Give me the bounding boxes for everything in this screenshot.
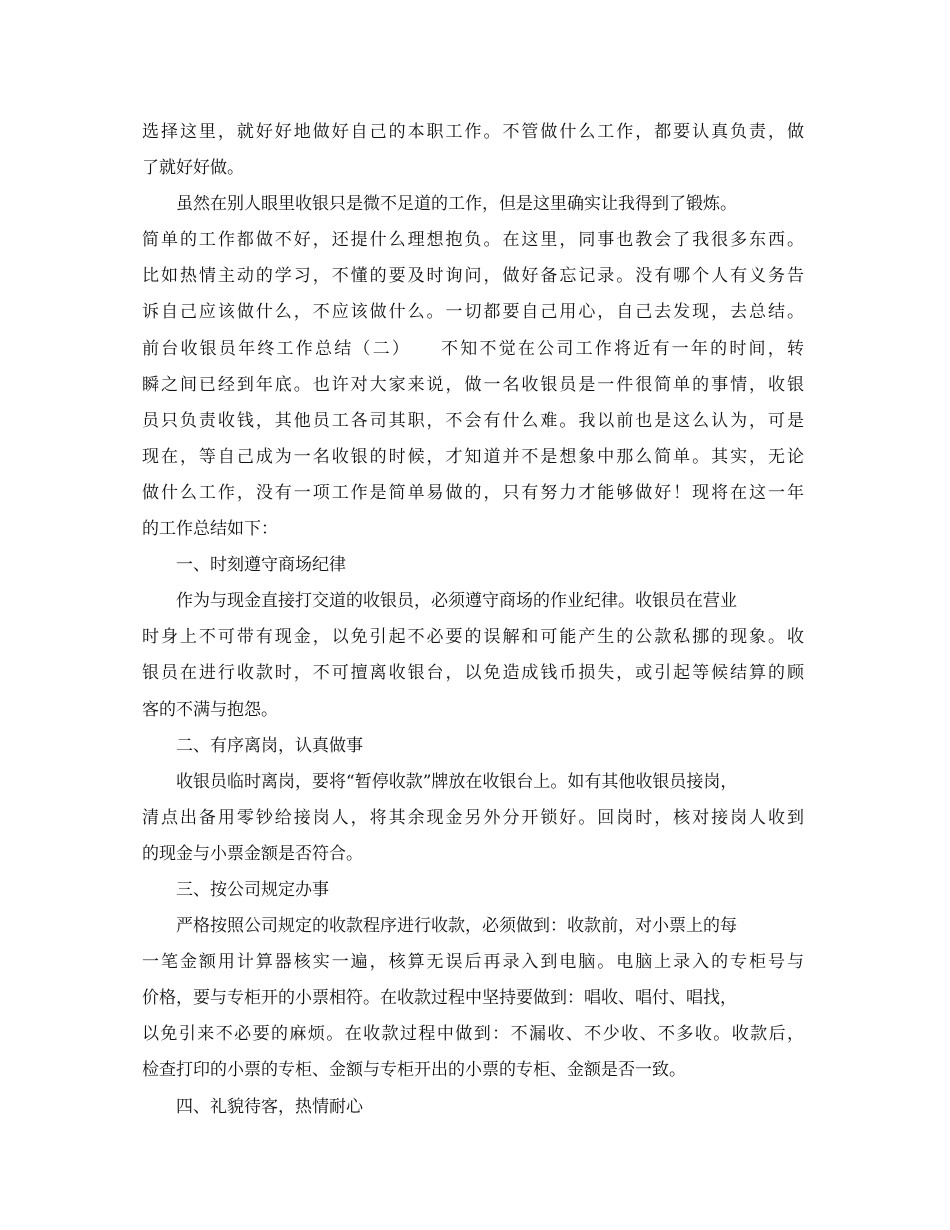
text-line: 简单的工作都做不好，还提什么理想抱负。在这里，同事也教会了我很多东西。 xyxy=(142,230,804,251)
text-line: 诉自己应该做什么，不应该做什么。一切都要自己用心，自己去发现，去总结。 xyxy=(142,302,804,323)
text-line: 了就好好做。 xyxy=(142,158,244,179)
document-body xyxy=(142,114,804,1125)
text-line: 一笔金额用计算器核实一遍，核算无误后再录入到电脑。电脑上录入的专柜号与 xyxy=(142,952,804,973)
text-line: 做什么工作，没有一项工作是简单易做的，只有努力才能够做好！现将在这一年 xyxy=(142,482,804,503)
section-heading: 三、按公司规定办事 xyxy=(176,879,329,900)
text-line: 价格，要与专柜开的小票相符。在收款过程中坚持要做到：唱收、唱付、唱找， xyxy=(142,988,737,1009)
text-line: 员只负责收钱，其他员工各司其职，不会有什么难。我以前也是这么认为，可是 xyxy=(142,410,804,431)
text-line: 以免引来不必要的麻烦。在收款过程中做到：不漏收、不少收、不多收。收款后， xyxy=(142,1024,804,1045)
text-line: 前台收银员年终工作总结（二） 不知不觉在公司工作将近有一年的时间，转 xyxy=(142,338,804,359)
text-line: 比如热情主动的学习，不懂的要及时询问，做好备忘记录。没有哪个人有义务告 xyxy=(142,266,804,287)
text-line: 检查打印的小票的专柜、金额与专柜开出的小票的专柜、金额是否一致。 xyxy=(142,1060,686,1081)
text-line: 作为与现金直接打交道的收银员，必须遵守商场的作业纪律。收银员在营业 xyxy=(176,591,737,612)
text-line: 客的不满与抱怨。 xyxy=(142,699,278,720)
text-line: 选择这里，就好好地做好自己的本职工作。不管做什么工作，都要认真负责，做 xyxy=(142,122,804,142)
text-line: 现在，等自己成为一名收银的时候，才知道并不是想象中那么简单。其实，无论 xyxy=(142,446,804,467)
text-line: 的现金与小票金额是否符合。 xyxy=(142,843,363,864)
text-line: 虽然在别人眼里收银只是微不足道的工作，但是这里确实让我得到了锻炼。 xyxy=(176,194,737,215)
text-line: 银员在进行收款时，不可擅离收银台，以免造成钱币损失，或引起等候结算的顾 xyxy=(142,663,804,684)
text-line: 时身上不可带有现金，以免引起不必要的误解和可能产生的公款私挪的现象。收 xyxy=(142,627,804,648)
text-line: 瞬之间已经到年底。也许对大家来说，做一名收银员是一件很简单的事情，收银 xyxy=(142,374,804,395)
section-heading: 二、有序离岗，认真做事 xyxy=(176,735,363,756)
section-heading: 四、礼貌待客，热情耐心 xyxy=(176,1096,363,1117)
text-line: 收银员临时离岗，要将“暂停收款”牌放在收银台上。如有其他收银员接岗， xyxy=(176,771,738,792)
text-line: 清点出备用零钞给接岗人，将其余现金另外分开锁好。回岗时，核对接岗人收到 xyxy=(142,807,804,828)
text-line: 严格按照公司规定的收款程序进行收款，必须做到：收款前，对小票上的每 xyxy=(176,916,737,937)
section-heading: 一、时刻遵守商场纪律 xyxy=(176,555,346,576)
text-line: 的工作总结如下： xyxy=(142,519,278,540)
